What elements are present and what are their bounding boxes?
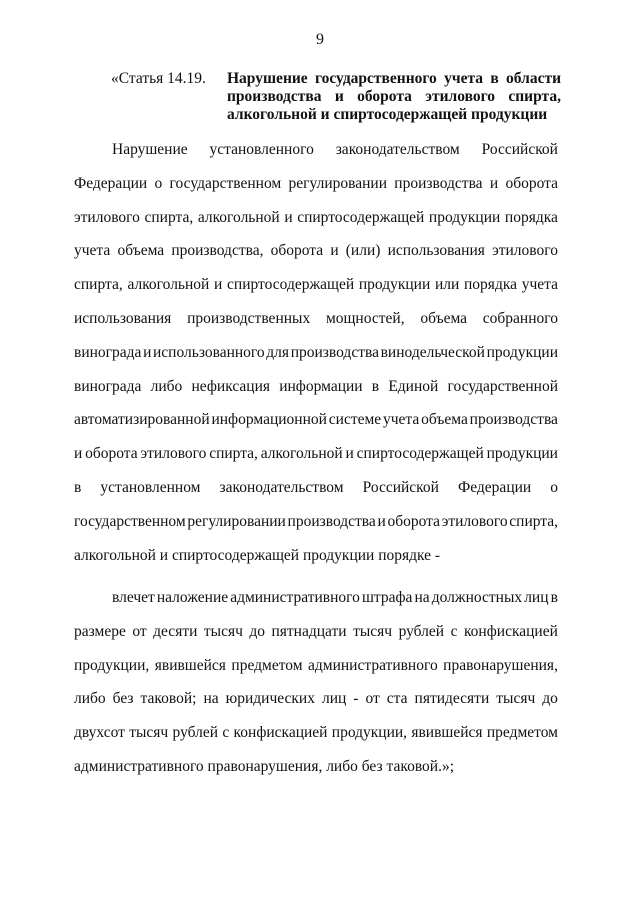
- word: предметом: [486, 724, 558, 742]
- word: Нарушение: [112, 141, 188, 158]
- paragraph-line: алкогольной и спиртосодержащей продукции порядке -: [74, 546, 441, 564]
- word: явившейся: [411, 724, 483, 742]
- word: спирта,: [509, 512, 558, 530]
- word: от: [365, 690, 380, 708]
- word: учета: [521, 276, 558, 294]
- word: до: [249, 622, 265, 640]
- word: порядка: [464, 276, 518, 294]
- paragraph-line: [74, 622, 558, 656]
- word: производства: [287, 512, 376, 530]
- article-number: «Статья 14.19.: [111, 70, 206, 87]
- word: административного: [230, 589, 360, 606]
- word: производства: [227, 88, 322, 105]
- word: регулировании: [187, 512, 286, 530]
- word: Федерации: [458, 478, 532, 496]
- word: или: [434, 276, 460, 294]
- paragraph-line: [74, 410, 558, 444]
- article-title-line: алкогольной и спиртосодержащей продукции: [227, 106, 548, 123]
- word: производства,: [171, 242, 264, 260]
- word: продукции: [486, 445, 558, 463]
- word: конфискацией: [233, 724, 328, 742]
- paragraph-line: [74, 377, 558, 411]
- word: этилового: [425, 88, 495, 105]
- word: и: [214, 276, 223, 294]
- word: продукции,: [74, 656, 150, 674]
- word: автоматизированной: [74, 411, 210, 429]
- word: и: [330, 242, 339, 260]
- word: в: [371, 377, 380, 395]
- article-heading: [111, 70, 561, 124]
- word: учета: [74, 242, 111, 260]
- word: винограда: [74, 343, 142, 361]
- word: до: [542, 690, 558, 708]
- word: учета: [444, 70, 484, 87]
- word: тысяч: [129, 724, 169, 742]
- word: Федерации: [74, 174, 148, 192]
- word: спирта,: [74, 276, 123, 294]
- word: с: [222, 724, 230, 742]
- word: Российской: [481, 141, 558, 158]
- page-number: 9: [316, 31, 324, 48]
- article-title-line: [227, 70, 561, 88]
- word: использования: [387, 242, 485, 260]
- paragraph-line: [74, 689, 558, 723]
- word: государственного: [314, 70, 437, 87]
- word: использования: [74, 309, 172, 327]
- word: продукции: [428, 208, 501, 226]
- word: конфискацией: [463, 622, 558, 640]
- word: юридических: [225, 690, 315, 708]
- word: законодательством: [335, 141, 460, 158]
- word: тысяч: [353, 622, 393, 640]
- word: области: [506, 70, 561, 87]
- word: о: [550, 478, 558, 496]
- word: влечет: [112, 589, 155, 606]
- word: этилового: [74, 208, 140, 226]
- word: оборота: [387, 512, 440, 530]
- word: и: [74, 445, 83, 463]
- word: этилового: [441, 512, 508, 530]
- word: и: [377, 512, 386, 530]
- word: мощностей,: [325, 309, 405, 327]
- word: штрафа: [361, 589, 413, 606]
- word: на: [203, 690, 219, 708]
- paragraph-line: [74, 444, 558, 478]
- paragraph-line: [74, 343, 558, 377]
- paragraph-penalty: [74, 588, 558, 791]
- word: государственной: [447, 377, 558, 395]
- word: оборота: [505, 174, 558, 192]
- word: этилового: [492, 242, 558, 260]
- word: тысяч: [203, 622, 243, 640]
- word: либо: [150, 377, 183, 395]
- word: предметом: [231, 656, 303, 674]
- word: и: [143, 343, 152, 361]
- word: лиц: [321, 690, 347, 708]
- word: в: [74, 478, 82, 496]
- word: рублей: [172, 724, 219, 742]
- paragraph-line: [74, 208, 558, 242]
- word: алкогольной: [260, 445, 343, 463]
- word: объема: [421, 411, 468, 429]
- word: установленного: [209, 141, 314, 158]
- article-title-line: [227, 88, 561, 106]
- word: Нарушение: [227, 70, 308, 87]
- word: государственном: [74, 512, 186, 530]
- word: административного: [308, 656, 438, 674]
- word: наложение: [156, 589, 229, 606]
- word: (или): [345, 242, 381, 260]
- word: спирта,: [508, 88, 561, 105]
- word: размере: [74, 622, 126, 640]
- word: пятидесяти: [414, 690, 490, 708]
- word: в: [490, 70, 499, 87]
- article-title: [227, 70, 561, 124]
- word: таковой;: [140, 690, 197, 708]
- word: и: [345, 445, 354, 463]
- word: правонарушения,: [443, 656, 558, 674]
- word: двухсот: [74, 724, 125, 742]
- word: явившейся: [154, 656, 226, 674]
- word: системе: [328, 411, 382, 429]
- paragraph-line: [74, 723, 558, 757]
- word: и: [489, 174, 499, 192]
- word: производства: [469, 411, 558, 429]
- word: на: [414, 589, 430, 606]
- word: ста: [386, 690, 408, 708]
- word: либо: [74, 690, 106, 708]
- word: алкогольной: [197, 208, 280, 226]
- word: спиртосодержащей: [297, 208, 425, 226]
- paragraph-line: административного правонарушения, либо без таковой.»;: [74, 757, 455, 775]
- paragraph-line: [74, 309, 558, 343]
- paragraph-line: [74, 478, 558, 512]
- word: информационной: [211, 411, 327, 429]
- word: с: [450, 622, 458, 640]
- word: пятнадцати: [271, 622, 347, 640]
- word: оборота: [357, 88, 412, 105]
- word: винодельческой: [380, 343, 485, 361]
- word: и: [334, 88, 344, 105]
- word: информации: [279, 377, 363, 395]
- paragraph-line: [74, 512, 558, 546]
- word: оборота: [85, 445, 138, 463]
- word: рублей: [398, 622, 445, 640]
- word: нефиксация: [191, 377, 271, 395]
- word: продукции,: [331, 724, 408, 742]
- word: регулировании: [288, 174, 387, 192]
- word: объема: [420, 309, 468, 327]
- word: тысяч: [496, 690, 536, 708]
- word: -: [353, 690, 359, 708]
- word: и: [284, 208, 293, 226]
- word: оборота: [270, 242, 324, 260]
- word: спиртосодержащей: [356, 445, 484, 463]
- word: для: [266, 343, 290, 361]
- word: использованного: [153, 343, 265, 361]
- word: производства: [290, 343, 379, 361]
- word: алкогольной: [127, 276, 210, 294]
- word: о: [154, 174, 163, 192]
- word: лиц: [524, 589, 549, 606]
- word: государственном: [169, 174, 282, 192]
- word: винограда: [74, 377, 142, 395]
- paragraph-line: [74, 241, 558, 275]
- word: должностных: [431, 589, 523, 606]
- word: Российской: [362, 478, 439, 496]
- word: продукции: [358, 276, 431, 294]
- paragraph-line: [74, 588, 558, 622]
- word: порядка: [504, 208, 558, 226]
- word: десяти: [153, 622, 198, 640]
- word: без: [112, 690, 134, 708]
- word: производства: [394, 174, 483, 192]
- word: спирта,: [209, 445, 258, 463]
- paragraph-line: [74, 140, 558, 174]
- word: спиртосодержащей: [227, 276, 355, 294]
- paragraph-violation: [74, 140, 558, 579]
- word: от: [132, 622, 147, 640]
- word: в: [550, 589, 558, 606]
- paragraph-line: [74, 174, 558, 208]
- word: установленном: [100, 478, 201, 496]
- word: продукции: [486, 343, 558, 361]
- word: производственных: [187, 309, 311, 327]
- word: Единой: [388, 377, 439, 395]
- word: учета: [383, 411, 420, 429]
- word: этилового: [140, 445, 207, 463]
- word: спирта,: [144, 208, 194, 226]
- paragraph-line: [74, 275, 558, 309]
- paragraph-line: [74, 656, 558, 690]
- word: собранного: [482, 309, 558, 327]
- word: объема: [117, 242, 165, 260]
- word: законодательством: [219, 478, 344, 496]
